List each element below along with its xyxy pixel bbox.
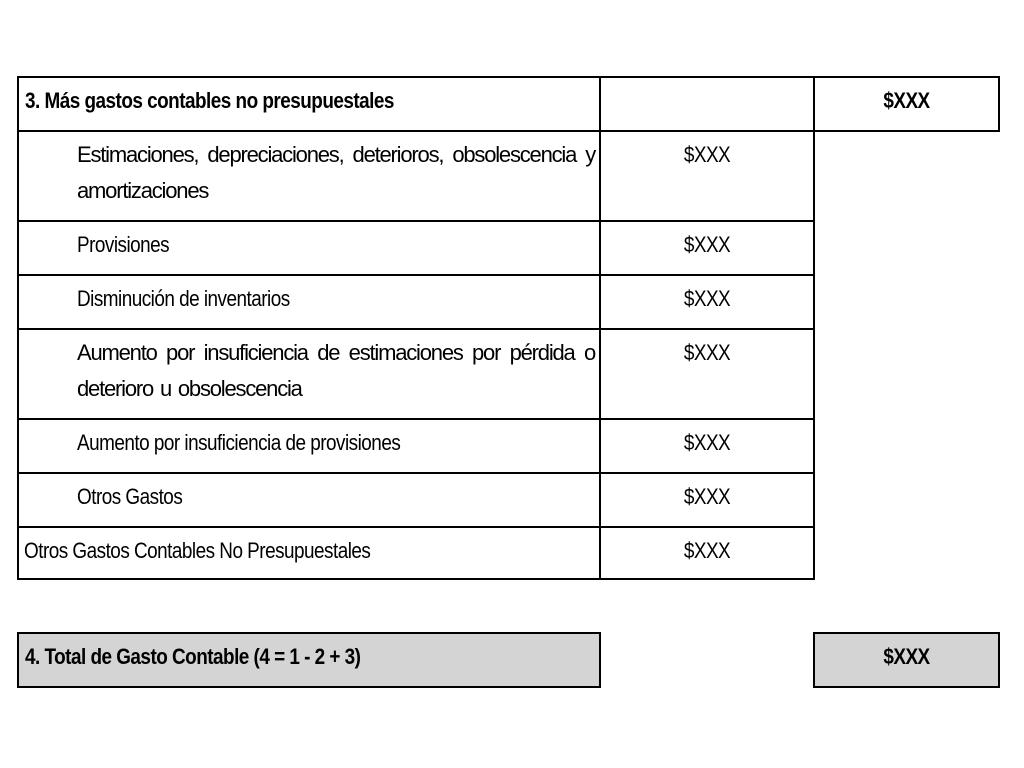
section3-title-cell	[17, 76, 601, 132]
section4-title-cell	[17, 632, 601, 688]
row-label-otros-gastos-contables: Otros Gastos Contables No Presupuestales	[24, 538, 371, 563]
table-row-label	[17, 418, 601, 474]
table-row-label	[17, 130, 601, 222]
table-row-amount	[599, 418, 815, 474]
row-amount: $XXX	[683, 142, 731, 167]
row-amount: $XXX	[683, 484, 731, 509]
table-row-amount	[599, 328, 815, 420]
row-amount: $XXX	[683, 232, 731, 257]
row-label-otros-gastos: Otros Gastos	[77, 484, 183, 509]
row-amount: $XXX	[683, 430, 731, 455]
row-label-aumento-provisiones: Aumento por insuficiencia de provisiones	[77, 430, 401, 455]
section4-total: $XXX	[883, 644, 930, 669]
table-row-label	[17, 472, 601, 528]
section3-title: 3. Más gastos contables no presupuestales	[25, 88, 394, 113]
table-row-amount	[599, 526, 815, 580]
row-amount: $XXX	[683, 286, 731, 311]
table-row-label	[17, 220, 601, 276]
section4-total-cell	[813, 632, 1000, 688]
table-row-amount	[599, 472, 815, 528]
row-label-estimaciones: Estimaciones, depreciaciones, deterioros, obsolescencia y amortizaciones	[77, 142, 595, 203]
row-amount: $XXX	[683, 538, 731, 563]
section4-title: 4. Total de Gasto Contable (4 = 1 - 2 + 3)	[25, 644, 361, 669]
table-row-amount	[599, 220, 815, 276]
row-label-disminucion: Disminución de inventarios	[77, 286, 290, 311]
row-amount: $XXX	[683, 340, 731, 365]
section3-empty-cell	[599, 76, 815, 132]
section3-total: $XXX	[883, 88, 930, 113]
table-row-label	[17, 526, 601, 580]
section3-total-cell	[813, 76, 1000, 132]
table-row-amount	[599, 274, 815, 330]
row-label-aumento-estimaciones: Aumento por insuficiencia de estimaciones por pérdida o deterioro u obsolescencia	[77, 340, 595, 401]
row-label-provisiones: Provisiones	[77, 232, 170, 257]
table-row-amount	[599, 130, 815, 222]
table-row-label	[17, 328, 601, 420]
table-row-label	[17, 274, 601, 330]
